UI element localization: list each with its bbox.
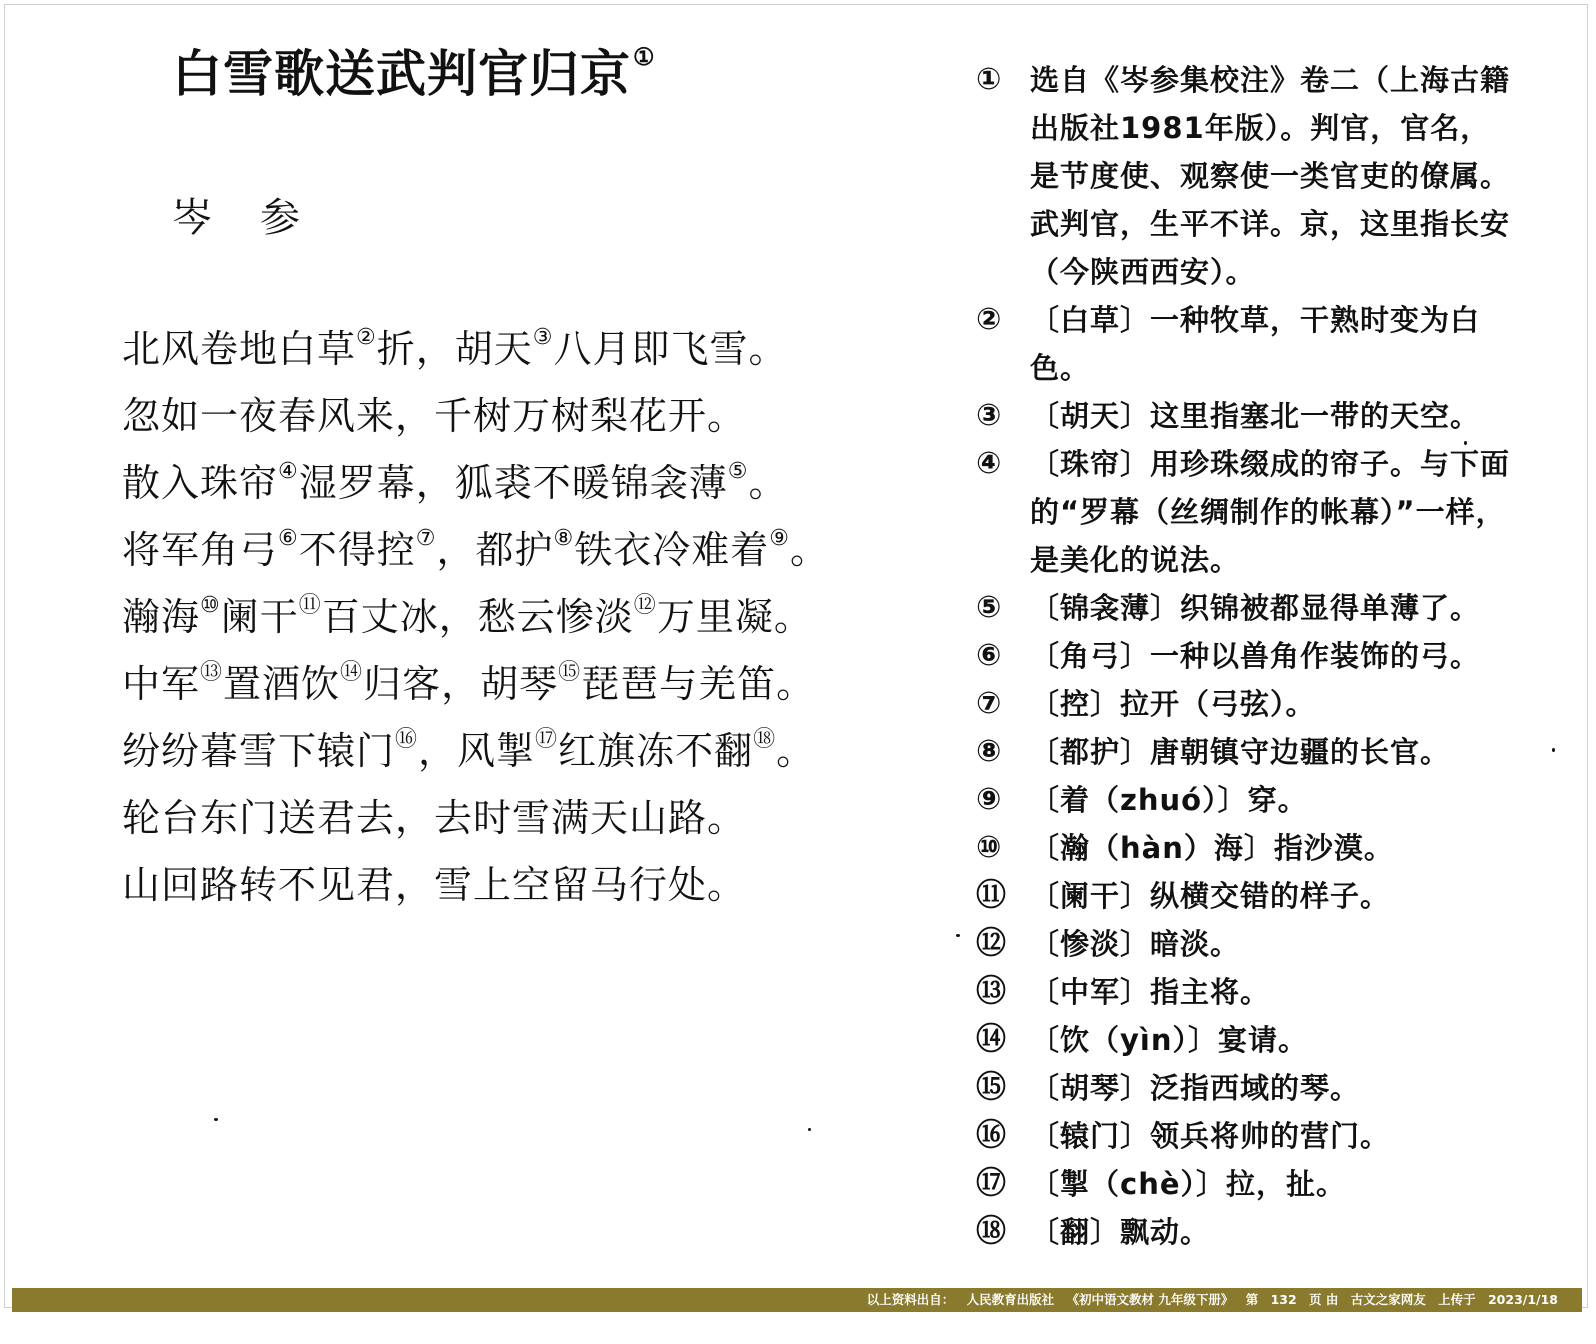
footnote-marker: ⑱ bbox=[976, 1214, 1007, 1249]
footnote-item bbox=[976, 1064, 1516, 1112]
poem-text: 阑干 bbox=[220, 595, 299, 639]
poem-text: 瀚海 bbox=[122, 595, 201, 639]
poem-text: 散入珠帘 bbox=[122, 461, 279, 505]
poem-footnote-marker: ⑯ bbox=[395, 727, 419, 752]
footnote-marker: ⑭ bbox=[976, 1022, 1007, 1057]
poem-footnote-marker: ⑭ bbox=[340, 660, 364, 685]
footnote-text: 〔瀚（hàn）海〕指沙漠。 bbox=[1030, 831, 1394, 865]
footnote-item bbox=[976, 56, 1516, 296]
footer-page-prefix: 第 bbox=[1245, 1292, 1259, 1307]
footnote-text: 〔角弓〕一种以兽角作装饰的弓。 bbox=[1030, 639, 1481, 673]
poem-footnote-marker: ④ bbox=[278, 459, 299, 484]
footnote-text: 〔着（zhuó）〕穿。 bbox=[1030, 783, 1308, 817]
footer-page-number: 132 bbox=[1270, 1292, 1297, 1307]
poem-footnote-marker: ⑮ bbox=[558, 660, 582, 685]
footnote-marker: ② bbox=[976, 302, 1003, 337]
poem-text: 。 bbox=[776, 729, 816, 773]
poem-text: 。 bbox=[748, 461, 788, 505]
poem-footnote-marker: ⑦ bbox=[415, 526, 437, 551]
scan-speck bbox=[214, 1118, 218, 1121]
page-title bbox=[172, 44, 656, 101]
poem-line bbox=[122, 517, 922, 584]
footnote-text: 〔白草〕一种牧草，干熟时变为白色。 bbox=[1030, 303, 1481, 385]
footer-uploader: 古文之家网友 bbox=[1350, 1292, 1426, 1307]
footnote-item bbox=[976, 1112, 1516, 1160]
poem-text: 置酒饮 bbox=[223, 662, 341, 706]
footnote-marker: ⑩ bbox=[976, 830, 1003, 865]
footnote-marker: ⑧ bbox=[976, 734, 1003, 769]
footnote-marker: ⑥ bbox=[976, 638, 1003, 673]
footnote-item bbox=[976, 728, 1516, 776]
footnote-marker: ① bbox=[976, 62, 1003, 97]
footer-page-suffix: 页 由 bbox=[1309, 1292, 1339, 1307]
footer-publisher: 人民教育出版社 bbox=[966, 1292, 1055, 1307]
footnote-text: 〔辕门〕领兵将帅的营门。 bbox=[1030, 1119, 1391, 1153]
poem-body bbox=[122, 316, 922, 919]
poem-line bbox=[122, 852, 922, 919]
poem-text: 忽如一夜春风来，千树万树梨花开。 bbox=[122, 394, 747, 438]
footnote-item bbox=[976, 776, 1516, 824]
poem-footnote-marker: ⑪ bbox=[298, 593, 322, 618]
poem-footnote-marker: ⑰ bbox=[535, 727, 559, 752]
footnote-marker: ③ bbox=[976, 398, 1003, 433]
author-name: 岑参 bbox=[172, 195, 348, 241]
poem-text: 琵琶与羌笛。 bbox=[581, 662, 816, 706]
footnote-item bbox=[976, 440, 1516, 584]
poem-text: 。 bbox=[790, 528, 830, 572]
poem-footnote-marker: ⑥ bbox=[278, 526, 299, 551]
poem-line bbox=[122, 383, 922, 450]
poem-text: 中军 bbox=[122, 662, 201, 706]
footnote-marker: ⑰ bbox=[976, 1166, 1007, 1201]
poem-text: 不得控 bbox=[298, 528, 416, 572]
poem-footnote-marker: ⑨ bbox=[769, 526, 790, 551]
poem-text: ，风掣 bbox=[418, 729, 536, 773]
footnote-marker: ④ bbox=[976, 446, 1003, 481]
poem-line bbox=[122, 584, 922, 651]
footnote-text: 〔翻〕飘动。 bbox=[1030, 1215, 1211, 1249]
footnote-text: 〔都护〕唐朝镇守边疆的长官。 bbox=[1030, 735, 1451, 769]
poem-footnote-marker: ⑧ bbox=[553, 526, 575, 551]
poem-text: 将军角弓 bbox=[122, 528, 279, 572]
footnote-item bbox=[976, 920, 1516, 968]
footnote-item bbox=[976, 680, 1516, 728]
poem-text: 归客，胡琴 bbox=[363, 662, 559, 706]
poem-text: 湿罗幕，狐裘不暖锦衾薄 bbox=[298, 461, 728, 505]
footnote-marker: ⑯ bbox=[976, 1118, 1007, 1153]
footnote-item bbox=[976, 296, 1516, 392]
title-footnote-marker: ① bbox=[633, 42, 656, 71]
poem-text: 万里凝。 bbox=[656, 595, 813, 639]
poem-text: ，都护 bbox=[436, 528, 554, 572]
poem-text: 折，胡天 bbox=[376, 327, 533, 371]
poem-text: 纷纷暮雪下辕门 bbox=[122, 729, 396, 773]
footnote-item bbox=[976, 1016, 1516, 1064]
poem-line bbox=[122, 718, 922, 785]
footnote-text: 〔控〕拉开（弓弦）。 bbox=[1030, 687, 1316, 721]
poem-footnote-marker: ③ bbox=[532, 325, 554, 350]
footnote-item bbox=[976, 872, 1516, 920]
footnote-text: 〔珠帘〕用珍珠缀成的帘子。与下面的“罗幕（丝绸制作的帐幕）”一样，是美化的说法。 bbox=[1030, 447, 1511, 577]
poem-text: 铁衣冷难着 bbox=[574, 528, 770, 572]
poem-text: 轮台东门送君去，去时雪满天山路。 bbox=[122, 796, 747, 840]
scan-speck bbox=[1464, 441, 1467, 445]
poem-footnote-marker: ⑱ bbox=[753, 727, 777, 752]
footer-source-label: 以上资料出自： bbox=[866, 1292, 955, 1307]
poem-line bbox=[122, 651, 922, 718]
footnote-marker: ⑫ bbox=[976, 926, 1007, 961]
footer-date: 2023/1/18 bbox=[1487, 1292, 1558, 1307]
footnote-text: 选自《岑参集校注》卷二（上海古籍出版社1981年版）。判官，官名，是节度使、观察使一类官吏的僚属。武判官，生平不详。京，这里指长安（今陕西西安）。 bbox=[1030, 63, 1511, 289]
footnote-item bbox=[976, 1208, 1516, 1256]
poem-footnote-marker: ② bbox=[356, 325, 377, 350]
footnote-marker: ⑮ bbox=[976, 1070, 1007, 1105]
footnote-marker: ⑬ bbox=[976, 974, 1007, 1009]
title-text: 白雪歌送武判官归京 bbox=[172, 44, 631, 103]
footnote-item bbox=[976, 1160, 1516, 1208]
source-footer-bar bbox=[12, 1288, 1582, 1312]
poem-footnote-marker: ⑬ bbox=[200, 660, 224, 685]
footer-book: 《初中语文教材 九年级下册》 bbox=[1066, 1292, 1234, 1307]
poem-line bbox=[122, 450, 922, 517]
poem-text: 百丈冰，愁云惨淡 bbox=[321, 595, 634, 639]
footnote-item bbox=[976, 824, 1516, 872]
footnote-marker: ⑤ bbox=[976, 590, 1003, 625]
footnote-text: 〔锦衾薄〕织锦被都显得单薄了。 bbox=[1030, 591, 1481, 625]
footnote-text: 〔胡琴〕泛指西域的琴。 bbox=[1030, 1071, 1361, 1105]
poem-footnote-marker: ⑤ bbox=[727, 459, 749, 484]
footnote-text: 〔掣（chè）〕拉，扯。 bbox=[1030, 1167, 1347, 1201]
footnote-text: 〔阑干〕纵横交错的样子。 bbox=[1030, 879, 1391, 913]
footnote-item bbox=[976, 392, 1516, 440]
poem-line bbox=[122, 785, 922, 852]
poem-text: 八月即飞雪。 bbox=[553, 327, 788, 371]
scan-speck bbox=[956, 934, 960, 937]
footer-upload-label: 上传于 bbox=[1438, 1292, 1476, 1307]
footnote-marker: ⑦ bbox=[976, 686, 1003, 721]
footnote-text: 〔中军〕指主将。 bbox=[1030, 975, 1271, 1009]
poem-text: 红旗冻不翻 bbox=[558, 729, 754, 773]
scan-speck bbox=[1552, 748, 1555, 752]
footnote-marker: ⑨ bbox=[976, 782, 1003, 817]
poem-footnote-marker: ⑩ bbox=[200, 593, 221, 618]
footnote-text: 〔惨淡〕暗淡。 bbox=[1030, 927, 1241, 961]
poem-line bbox=[122, 316, 922, 383]
poem-footnote-marker: ⑫ bbox=[633, 593, 657, 618]
footnote-text: 〔饮（yìn）〕宴请。 bbox=[1030, 1023, 1308, 1057]
footnote-marker: ⑪ bbox=[976, 878, 1007, 913]
poem-text: 北风卷地白草 bbox=[122, 327, 357, 371]
scan-speck bbox=[808, 1128, 811, 1131]
footnote-item bbox=[976, 968, 1516, 1016]
footnote-text: 〔胡天〕这里指塞北一带的天空。 bbox=[1030, 399, 1481, 433]
poem-text: 山回路转不见君，雪上空留马行处。 bbox=[122, 863, 747, 907]
footnotes-list bbox=[976, 56, 1516, 1256]
footnote-item bbox=[976, 584, 1516, 632]
footnote-item bbox=[976, 632, 1516, 680]
